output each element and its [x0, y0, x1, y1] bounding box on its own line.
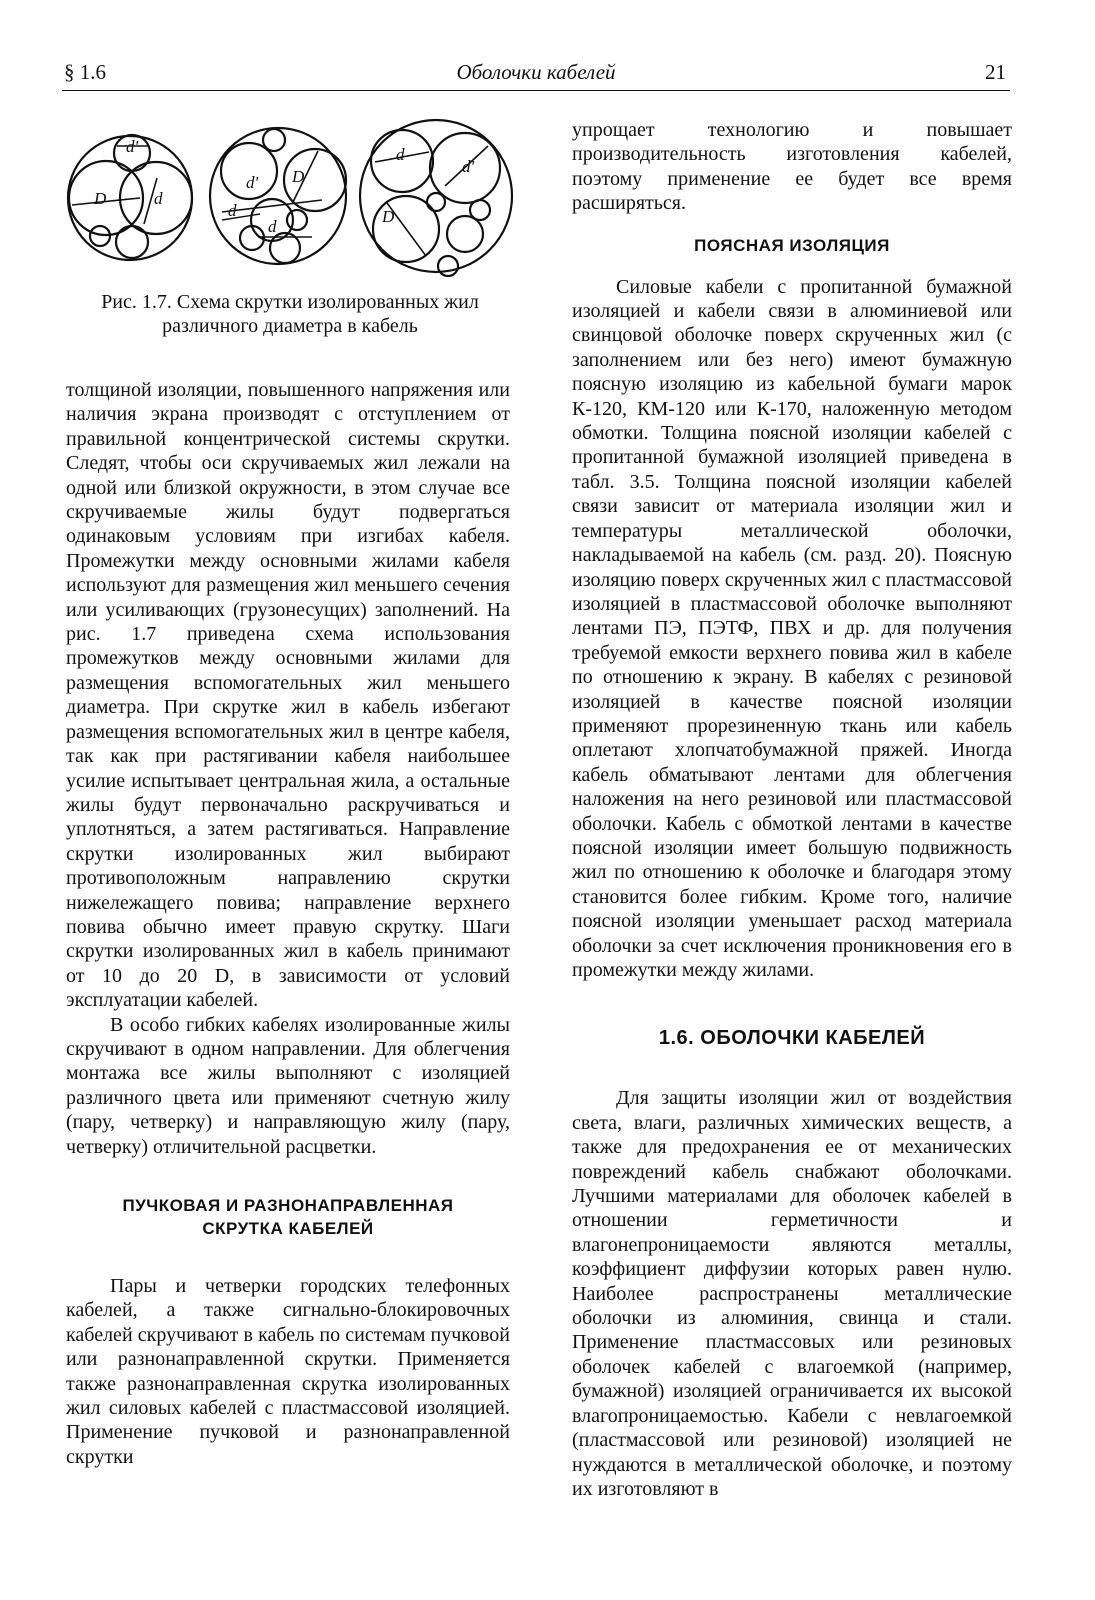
label-d-prime-2: d' — [246, 173, 259, 192]
cable-stranding-figure — [60, 116, 520, 280]
section-heading-cable-sheaths: 1.6. ОБОЛОЧКИ КАБЕЛЕЙ — [658, 1027, 926, 1050]
label-d-1: d — [154, 189, 163, 208]
caption-line-1: Рис. 1.7. Схема скрутки изолированных жил — [101, 291, 479, 313]
label-d-prime-1: d' — [126, 137, 139, 156]
caption-line-2: различного диаметра в кабель — [162, 315, 418, 337]
label-d-2a: d — [228, 201, 237, 220]
page-number: 21 — [985, 60, 1006, 84]
section-heading-bundle-stranding — [66, 1194, 510, 1240]
label-d-prime-3: d' — [462, 157, 475, 176]
figure-caption — [62, 290, 518, 338]
section-heading-belt-insulation: ПОЯСНАЯ ИЗОЛЯЦИЯ — [694, 235, 890, 255]
right-paragraph-2: Силовые кабели с пропитанной бумажной изоляцией и кабели связи в алюминиевой или свинцовой оболочке поверх скрученных жил (с заполнением или без него) имеют бумажную поясную изоляцию из кабельной бумаги марок К-120, КМ-120 или К-170, наложенную методом обмотки. Толщина поясной изоляции кабелей с пропитанной бумажной изоляцией приведена в табл. 3.5. Толщина поясной изоляции кабелей связи зависит от материала изоляции жил и температуры металлической оболочки, накладываемой на кабель (см. разд. 20). Поясную изоляцию поверх скрученных жил с пластмассовой изоляцией в пластмассовой оболочке выполняют лентами ПЭ, ПЭТФ, ПВХ и др. для получения требуемой емкости верхнего повива жил в кабеле по отношению к экрану. В кабелях с резиновой изоляцией в качестве поясной изоляции применяют прорезиненную ткань или кабель оплетают хлопчатобумажной пряжей. Иногда кабель обматывают лентами для облегчения наложения на него резиновой или пластмассовой оболочки. Кабель с обмоткой лентами в качестве поясной изоляции имеет большую подвижность жил по отношению к оболочке и благодаря этому становится более гибким. Кроме того, наличие поясной изоляции уменьшает расход материала оболочки за счет исключения проникновения его в промежутки между жилами. — [572, 275, 1012, 981]
heading-line-2: СКРУТКА КАБЕЛЕЙ — [202, 1219, 374, 1238]
running-title: Оболочки кабелей — [456, 60, 616, 84]
left-paragraph-1: толщиной изоляции, повышенного напряжения или наличия экрана производят с отступлением от правильной концентрической системы скрутки. Следят, чтобы оси скручиваемых жил лежали на одной или близкой окружности, в этом случае все скручиваемые жилы будут подвергаться одинаковым условиям при изгибах кабеля. Промежутки между основными жилами кабеля используют для размещения жил меньшего сечения или усиливающих (грузонесущих) заполнений. На рис. 1.7 приведена схема использования промежутков между основными жилами для размещения вспомогательных жил меньшего диаметра. При скрутке жил в кабель избегают размещения вспомогательных жил в центре кабеля, так как при растягивании кабеля наибольшее усилие испытывает центральная жила, а остальные жилы будут первоначально раскручиваться и уплотняться, а затем растягиваться. Направление скрутки изолированных жил выбирают противоположным направлению скрутки нижележащего повива; направление верхнего повива обычно имеет правую скрутку. Шаги скрутки изолированных жил в кабель принимают от 10 до 20 D, в зависимости от условий эксплуатации кабелей. — [66, 379, 510, 1012]
left-paragraph-3: Пары и четверки городских телефонных кабелей, а также сигнально-блокировочных кабелей скручивают в кабель по системам пучковой или разнонаправленной скрутки. Применяется также разнонаправленная скрутка изолированных жил силовых кабелей с пластмассовой изоляцией. Применение пучковой и разнонаправленной скрутки — [66, 1275, 510, 1468]
label-D-2: D — [292, 167, 305, 186]
running-header — [62, 58, 1010, 91]
right-paragraph-3: Для защиты изоляции жил от воздействия света, влаги, различных химических веществ, а также для предохранения ее от механических повреждений кабель снабжают оболочками. Лучшими материалами для оболочек кабелей в отношении герметичности и влагонепроницаемости являются металлы, коэффициент диффузии которых равен нулю. Наиболее распространены металлические оболочки из алюминия, свинца и стали. Применение пластмассовых или резиновых оболочек кабелей с влагоемкой (например, бумажной) изоляцией ограничивается их высокой влагопроницаемостью. Кабели с невлагоемкой (пластмассовой или резиновой) изоляцией не нуждаются в металлической оболочке, и поэтому их изготовляют в — [572, 1087, 1012, 1500]
section-number: § 1.6 — [64, 60, 106, 84]
heading-line-1: ПУЧКОВАЯ И РАЗНОНАПРАВЛЕННАЯ — [122, 1196, 454, 1215]
left-column — [66, 378, 510, 1469]
right-column — [572, 118, 1012, 1501]
label-D-1: D — [94, 189, 107, 208]
scheme-2-drawing — [210, 128, 346, 264]
label-d-2b: d — [268, 217, 277, 236]
label-d-3: d — [396, 145, 405, 164]
scheme-3-drawing — [360, 120, 512, 276]
label-D-3: D — [382, 207, 395, 226]
right-paragraph-1: упрощает технологию и повышает производительность изготовления кабелей, поэтому применение ее будет все время расширяться. — [572, 119, 1012, 215]
left-paragraph-2: В особо гибких кабелях изолированные жилы скручивают в одном направлении. Для облегчения монтажа все жилы выполняют с изоляцией различного цвета или применяют счетную жилу (пару, четверку) и направляющую жилу (пару, четверку) отличительной расцветки. — [66, 1013, 510, 1158]
